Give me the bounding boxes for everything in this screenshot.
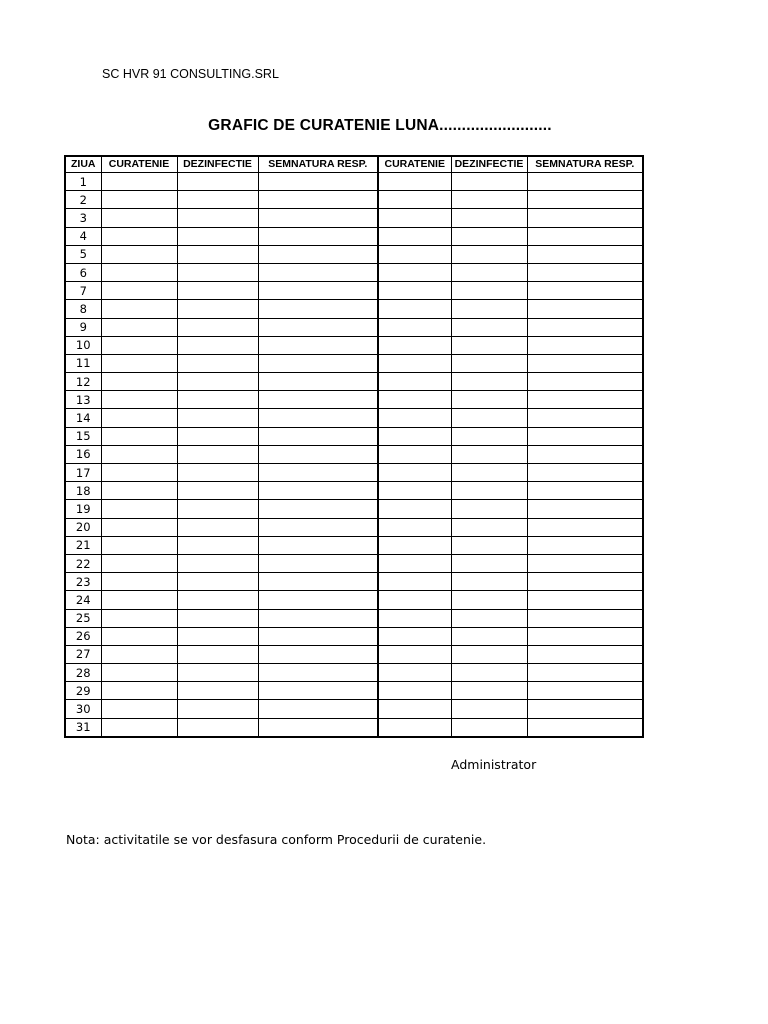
entry-cell[interactable] [258,591,378,609]
entry-cell[interactable] [527,573,643,591]
entry-cell[interactable] [177,263,258,281]
entry-cell[interactable] [527,609,643,627]
day-number: 15 [65,427,101,445]
entry-cell[interactable] [101,318,177,336]
entry-cell[interactable] [258,482,378,500]
table-row [65,373,643,391]
entry-cell[interactable] [451,591,527,609]
entry-cell[interactable] [101,536,177,554]
entry-cell[interactable] [258,263,378,281]
entry-cell[interactable] [378,173,451,191]
entry-cell[interactable] [527,700,643,718]
entry-cell[interactable] [451,191,527,209]
header-cell: CURATENIE [101,156,177,173]
entry-cell[interactable] [177,500,258,518]
table-row [65,245,643,263]
day-number: 25 [65,609,101,627]
entry-cell[interactable] [101,336,177,354]
entry-cell[interactable] [177,445,258,463]
entry-cell[interactable] [378,191,451,209]
day-number: 24 [65,591,101,609]
table-row [65,500,643,518]
day-number: 22 [65,554,101,572]
entry-cell[interactable] [527,409,643,427]
table-row [65,173,643,191]
entry-cell[interactable] [101,245,177,263]
entry-cell[interactable] [258,427,378,445]
entry-cell[interactable] [177,373,258,391]
entry-cell[interactable] [378,664,451,682]
entry-cell[interactable] [177,591,258,609]
day-number: 1 [65,173,101,191]
entry-cell[interactable] [258,500,378,518]
entry-cell[interactable] [101,573,177,591]
day-number: 8 [65,300,101,318]
table-row [65,464,643,482]
entry-cell[interactable] [101,391,177,409]
entry-cell[interactable] [258,609,378,627]
entry-cell[interactable] [101,409,177,427]
day-number: 10 [65,336,101,354]
entry-cell[interactable] [177,300,258,318]
entry-cell[interactable] [258,245,378,263]
entry-cell[interactable] [101,482,177,500]
entry-cell[interactable] [101,282,177,300]
entry-cell[interactable] [258,282,378,300]
entry-cell[interactable] [258,682,378,700]
entry-cell[interactable] [378,445,451,463]
entry-cell[interactable] [451,518,527,536]
day-number: 7 [65,282,101,300]
entry-cell[interactable] [378,500,451,518]
entry-cell[interactable] [177,645,258,663]
entry-cell[interactable] [177,518,258,536]
table-row [65,627,643,645]
entry-cell[interactable] [527,482,643,500]
entry-cell[interactable] [177,391,258,409]
entry-cell[interactable] [258,409,378,427]
entry-cell[interactable] [101,645,177,663]
entry-cell[interactable] [527,318,643,336]
entry-cell[interactable] [378,373,451,391]
table-row [65,300,643,318]
entry-cell[interactable] [378,282,451,300]
header-cell: ZIUA [65,156,101,173]
entry-cell[interactable] [527,518,643,536]
entry-cell[interactable] [378,518,451,536]
entry-cell[interactable] [101,700,177,718]
table-row [65,191,643,209]
day-number: 5 [65,245,101,263]
entry-cell[interactable] [527,627,643,645]
entry-cell[interactable] [378,391,451,409]
entry-cell[interactable] [378,591,451,609]
entry-cell[interactable] [527,263,643,281]
entry-cell[interactable] [101,464,177,482]
entry-cell[interactable] [177,209,258,227]
entry-cell[interactable] [101,445,177,463]
entry-cell[interactable] [177,627,258,645]
entry-cell[interactable] [378,718,451,737]
footnote: Nota: activitatile se vor desfasura conform Procedurii de curatenie. [66,832,487,847]
entry-cell[interactable] [451,482,527,500]
entry-cell[interactable] [378,609,451,627]
entry-cell[interactable] [378,554,451,572]
table-row [65,318,643,336]
table-row [65,282,643,300]
day-number: 6 [65,263,101,281]
entry-cell[interactable] [177,173,258,191]
entry-cell[interactable] [527,173,643,191]
entry-cell[interactable] [258,645,378,663]
entry-cell[interactable] [101,263,177,281]
header-row [65,156,643,173]
entry-cell[interactable] [177,354,258,372]
header-cell: DEZINFECTIE [451,156,527,173]
entry-cell[interactable] [378,209,451,227]
entry-cell[interactable] [258,518,378,536]
day-number: 30 [65,700,101,718]
entry-cell[interactable] [101,373,177,391]
table-row [65,263,643,281]
entry-cell[interactable] [177,245,258,263]
entry-cell[interactable] [451,573,527,591]
entry-cell[interactable] [177,664,258,682]
day-number: 13 [65,391,101,409]
entry-cell[interactable] [527,245,643,263]
entry-cell[interactable] [101,227,177,245]
table-row [65,209,643,227]
entry-cell[interactable] [258,173,378,191]
table-row [65,391,643,409]
day-number: 26 [65,627,101,645]
table-row [65,427,643,445]
entry-cell[interactable] [378,482,451,500]
entry-cell[interactable] [177,336,258,354]
day-number: 18 [65,482,101,500]
entry-cell[interactable] [527,554,643,572]
entry-cell[interactable] [527,664,643,682]
entry-cell[interactable] [451,682,527,700]
entry-cell[interactable] [101,209,177,227]
entry-cell[interactable] [177,464,258,482]
entry-cell[interactable] [527,336,643,354]
entry-cell[interactable] [527,718,643,737]
entry-cell[interactable] [258,227,378,245]
entry-cell[interactable] [451,318,527,336]
day-number: 23 [65,573,101,591]
table-row [65,573,643,591]
entry-cell[interactable] [258,554,378,572]
entry-cell[interactable] [527,427,643,445]
entry-cell[interactable] [378,336,451,354]
table-row [65,718,643,737]
entry-cell[interactable] [378,354,451,372]
entry-cell[interactable] [451,227,527,245]
entry-cell[interactable] [527,191,643,209]
entry-cell[interactable] [101,500,177,518]
entry-cell[interactable] [177,700,258,718]
entry-cell[interactable] [451,282,527,300]
entry-cell[interactable] [451,336,527,354]
table-row [65,645,643,663]
entry-cell[interactable] [378,464,451,482]
day-number: 16 [65,445,101,463]
day-number: 21 [65,536,101,554]
day-number: 19 [65,500,101,518]
entry-cell[interactable] [177,318,258,336]
entry-cell[interactable] [527,391,643,409]
entry-cell[interactable] [378,427,451,445]
table-row [65,518,643,536]
entry-cell[interactable] [177,609,258,627]
table-row [65,409,643,427]
header-cell: DEZINFECTIE [177,156,258,173]
entry-cell[interactable] [258,464,378,482]
day-number: 20 [65,518,101,536]
entry-cell[interactable] [177,427,258,445]
entry-cell[interactable] [101,682,177,700]
entry-cell[interactable] [101,354,177,372]
entry-cell[interactable] [451,664,527,682]
entry-cell[interactable] [527,682,643,700]
header-cell: SEMNATURA RESP. [527,156,643,173]
entry-cell[interactable] [101,300,177,318]
entry-cell[interactable] [258,536,378,554]
table-row [65,664,643,682]
administrator-label: Administrator [451,757,537,772]
entry-cell[interactable] [258,373,378,391]
entry-cell[interactable] [177,191,258,209]
entry-cell[interactable] [258,445,378,463]
entry-cell[interactable] [378,573,451,591]
entry-cell[interactable] [451,245,527,263]
entry-cell[interactable] [101,518,177,536]
table-row [65,482,643,500]
entry-cell[interactable] [258,336,378,354]
entry-cell[interactable] [451,609,527,627]
entry-cell[interactable] [527,354,643,372]
entry-cell[interactable] [451,500,527,518]
day-number: 29 [65,682,101,700]
entry-cell[interactable] [258,300,378,318]
entry-cell[interactable] [177,409,258,427]
entry-cell[interactable] [527,209,643,227]
entry-cell[interactable] [378,627,451,645]
entry-cell[interactable] [527,282,643,300]
day-number: 11 [65,354,101,372]
entry-cell[interactable] [101,427,177,445]
day-number: 14 [65,409,101,427]
header-cell: CURATENIE [378,156,451,173]
entry-cell[interactable] [451,645,527,663]
entry-cell[interactable] [378,300,451,318]
day-number: 27 [65,645,101,663]
table-row [65,700,643,718]
entry-cell[interactable] [378,245,451,263]
entry-cell[interactable] [527,645,643,663]
entry-cell[interactable] [451,373,527,391]
entry-cell[interactable] [451,263,527,281]
entry-cell[interactable] [527,591,643,609]
cleaning-schedule-table [64,155,644,738]
entry-cell[interactable] [378,409,451,427]
entry-cell[interactable] [177,718,258,737]
entry-cell[interactable] [101,718,177,737]
entry-cell[interactable] [101,554,177,572]
entry-cell[interactable] [101,609,177,627]
entry-cell[interactable] [451,627,527,645]
entry-cell[interactable] [101,591,177,609]
entry-cell[interactable] [258,318,378,336]
day-number: 28 [65,664,101,682]
entry-cell[interactable] [378,318,451,336]
entry-cell[interactable] [177,554,258,572]
entry-cell[interactable] [258,718,378,737]
day-number: 17 [65,464,101,482]
entry-cell[interactable] [378,645,451,663]
day-number: 31 [65,718,101,737]
entry-cell[interactable] [177,227,258,245]
header-cell: SEMNATURA RESP. [258,156,378,173]
entry-cell[interactable] [451,464,527,482]
entry-cell[interactable] [527,445,643,463]
entry-cell[interactable] [378,536,451,554]
entry-cell[interactable] [258,627,378,645]
entry-cell[interactable] [527,300,643,318]
entry-cell[interactable] [258,209,378,227]
entry-cell[interactable] [451,300,527,318]
table-row [65,591,643,609]
entry-cell[interactable] [177,482,258,500]
day-number: 3 [65,209,101,227]
entry-cell[interactable] [451,554,527,572]
table-row [65,445,643,463]
entry-cell[interactable] [527,227,643,245]
entry-cell[interactable] [177,573,258,591]
entry-cell[interactable] [258,573,378,591]
entry-cell[interactable] [527,536,643,554]
entry-cell[interactable] [451,718,527,737]
entry-cell[interactable] [258,391,378,409]
entry-cell[interactable] [378,227,451,245]
day-number: 12 [65,373,101,391]
entry-cell[interactable] [177,682,258,700]
entry-cell[interactable] [258,700,378,718]
entry-cell[interactable] [451,409,527,427]
entry-cell[interactable] [101,173,177,191]
entry-cell[interactable] [451,700,527,718]
entry-cell[interactable] [378,700,451,718]
company-name: SC HVR 91 CONSULTING.SRL [102,67,279,81]
table-row [65,536,643,554]
table-row [65,336,643,354]
entry-cell[interactable] [451,445,527,463]
entry-cell[interactable] [177,536,258,554]
entry-cell[interactable] [451,427,527,445]
entry-cell[interactable] [451,536,527,554]
entry-cell[interactable] [451,209,527,227]
document-title: GRAFIC DE CURATENIE LUNA......................... [208,117,552,134]
table-row [65,227,643,245]
table-row [65,554,643,572]
entry-cell[interactable] [527,464,643,482]
entry-cell[interactable] [451,391,527,409]
entry-cell[interactable] [258,354,378,372]
entry-cell[interactable] [101,627,177,645]
day-number: 4 [65,227,101,245]
table-row [65,609,643,627]
entry-cell[interactable] [451,354,527,372]
entry-cell[interactable] [527,500,643,518]
entry-cell[interactable] [527,373,643,391]
entry-cell[interactable] [177,282,258,300]
table-row [65,354,643,372]
entry-cell[interactable] [451,173,527,191]
entry-cell[interactable] [258,191,378,209]
day-number: 2 [65,191,101,209]
entry-cell[interactable] [101,664,177,682]
entry-cell[interactable] [378,682,451,700]
entry-cell[interactable] [378,263,451,281]
entry-cell[interactable] [258,664,378,682]
entry-cell[interactable] [101,191,177,209]
table-row [65,682,643,700]
day-number: 9 [65,318,101,336]
